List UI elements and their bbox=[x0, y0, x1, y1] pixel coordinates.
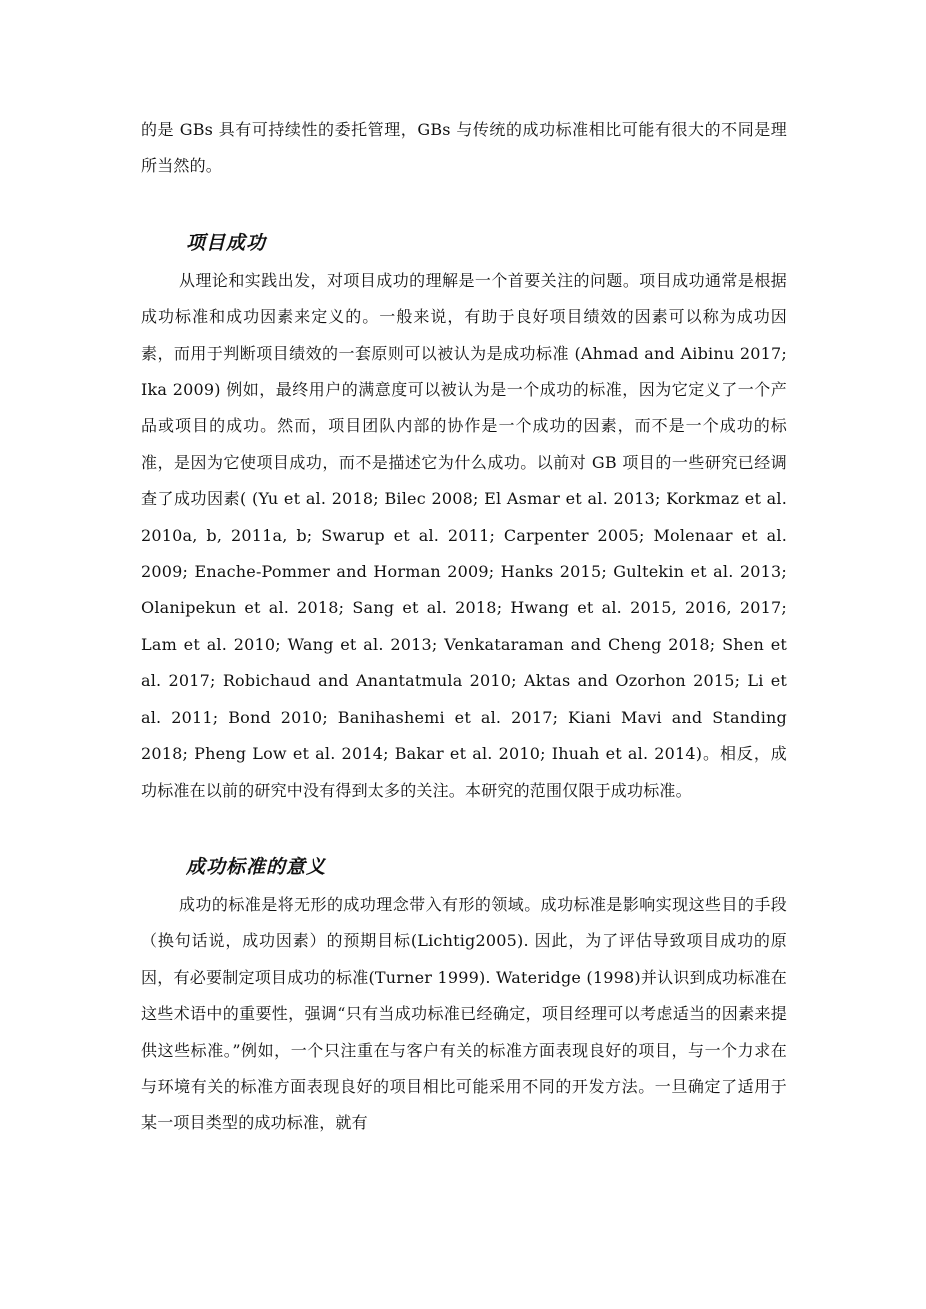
section-heading-success-criteria-meaning: 成功标准的意义 bbox=[186, 855, 327, 878]
intro-paragraph: 的是 GBs 具有可持续性的委托管理，GBs 与传统的成功标准相比可能有很大的不同是理所当然的。 bbox=[141, 120, 787, 176]
section-heading-project-success: 项目成功 bbox=[186, 231, 267, 254]
section-paragraph-project-success: 从理论和实践出发，对项目成功的理解是一个首要关注的问题。项目成功通常是根据成功标准和成功因素来定义的。一般来说，有助于良好项目绩效的因素可以称为成功因素，而用于判断项目绩效的一套原则可以被认为是成功标准 (Ahmad and Aibinu 2017; Ika 2009) 例如，最终用户的满意度可以被认为是一个成功的标准，因为它定义了一个产品或项目的成功。然而，项目团队内部的协作是一个成功的因素，而不是一个成功的标准，是因为它使项目成功，而不是描述它为什么成功。以前对 GB 项目的一些研究已经调查了成功因素( (Yu et al. 2018; Bilec 2008; El Asmar et al. 2013; Korkmaz et al. 2010a, b, 2011a, b; Swarup et al. 2011; Carpenter 2005; Molenaar et al. 2009; Enache-Pommer and Horman 2009; Hanks 2015; Gultekin et al. 2013; Olanipekun et al. 2018; Sang et al. 2018; Hwang et al. 2015, 2016, 2017; Lam et al. 2010; Wang et al. 2013; Venkataraman and Cheng 2018; Shen et al. 2017; Robichaud and Anantatmula 2010; Aktas and Ozorhon 2015; Li et al. 2011; Bond 2010; Banihashemi et al. 2017; Kiani Mavi and Standing 2018; Pheng Low et al. 2014; Bakar et al. 2010; Ihuah et al. 2014)。相反，成功标准在以前的研究中没有得到太多的关注。本研究的范围仅限于成功标准。 bbox=[141, 270, 787, 800]
section-paragraph-success-criteria-meaning: 成功的标准是将无形的成功理念带入有形的领域。成功标准是影响实现这些目的手段（换句话说，成功因素）的预期目标(Lichtig2005). 因此，为了评估导致项目成功的原因，有必要制定项目成功的标准(Turner 1999). Wateridge (1998)并认识到成功标准在这些术语中的重要性，强调“只有当成功标准已经确定，项目经理可以考虑适当的因素来提供这些标准。”例如，一个只注重在与客户有关的标准方面表现良好的项目，与一个力求在与环境有关的标准方面表现良好的项目相比可能采用不同的开发方法。一旦确定了适用于某一项目类型的成功标准，就有 bbox=[141, 894, 787, 1133]
document-page bbox=[141, 112, 787, 1142]
